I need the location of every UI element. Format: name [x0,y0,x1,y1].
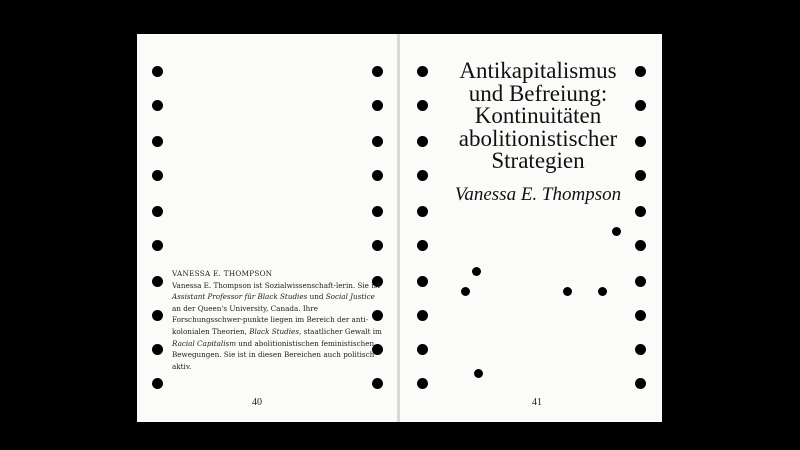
decorative-dot [474,369,483,378]
punched-hole [635,100,646,111]
punched-hole [152,66,163,77]
decorative-dot [472,267,481,276]
title-line: Strategien [491,148,585,173]
punched-hole [152,240,163,251]
bio-text-segment: , staatlicher Gewalt im [299,326,382,336]
punched-hole [635,276,646,287]
punched-hole [152,276,163,287]
punched-hole [635,344,646,355]
punched-hole [152,378,163,389]
punched-hole [152,206,163,217]
bio-italic-term: Black Studies [249,326,300,336]
punched-hole [372,240,383,251]
decorative-dot [461,287,470,296]
punched-hole [372,66,383,77]
article-author: Vanessa E. Thompson [454,184,622,205]
page-number-left: 40 [252,397,262,408]
punched-hole [372,170,383,181]
punched-hole [635,378,646,389]
punched-hole [417,378,428,389]
punched-hole [152,100,163,111]
title-line: abolitionistischer [458,125,618,151]
book-spine [397,34,400,422]
decorative-dot [563,287,572,296]
punched-hole [372,136,383,147]
punched-hole [417,310,428,321]
decorative-dot [612,227,621,236]
bio-italic-term: Assistant Professor für Black Studies [172,292,308,302]
bio-text-segment: Vanessa E. Thompson ist Sozialwissenschaft-lerin. Sie ist [172,280,381,290]
punched-hole [417,276,428,287]
punched-hole [417,136,428,147]
decorative-dot [598,287,607,296]
bio-italic-term: Social Justice [325,292,375,302]
bio-text-segment: und abolitionistischen feministischen Bewegungen. Sie ist in diesen Bereichen auch politisch aktiv. [172,338,375,371]
punched-hole [152,344,163,355]
bio-author-name: VANESSA E. THOMPSON [172,269,273,278]
punched-hole [152,170,163,181]
punched-hole [635,170,646,181]
punched-hole [635,206,646,217]
punched-hole [152,136,163,147]
punched-hole [417,240,428,251]
punched-hole [372,206,383,217]
punched-hole [372,378,383,389]
punched-hole [152,310,163,321]
title-line: und Befreiung: [468,80,608,106]
punched-hole [635,240,646,251]
article-title [440,60,636,173]
punched-hole [417,100,428,111]
punched-hole [417,206,428,217]
page-number-right: 41 [532,397,542,408]
author-bio [172,268,382,372]
title-line: Kontinuitäten [474,103,602,128]
punched-hole [417,66,428,77]
punched-hole [417,170,428,181]
title-line: Antikapitalismus [459,58,617,83]
bio-text-segment: und [307,292,326,302]
punched-hole [635,136,646,147]
punched-hole [635,310,646,321]
punched-hole [635,66,646,77]
bio-text [172,280,382,373]
punched-hole [417,344,428,355]
bio-text-segment: an der Queen's University, Canada. Ihre Forschungsschwer-punkte liegen im Bereich der anti-kolonialen Theorien, [172,303,369,336]
bio-italic-term: Racial Capitalism [172,338,237,348]
punched-hole [372,100,383,111]
